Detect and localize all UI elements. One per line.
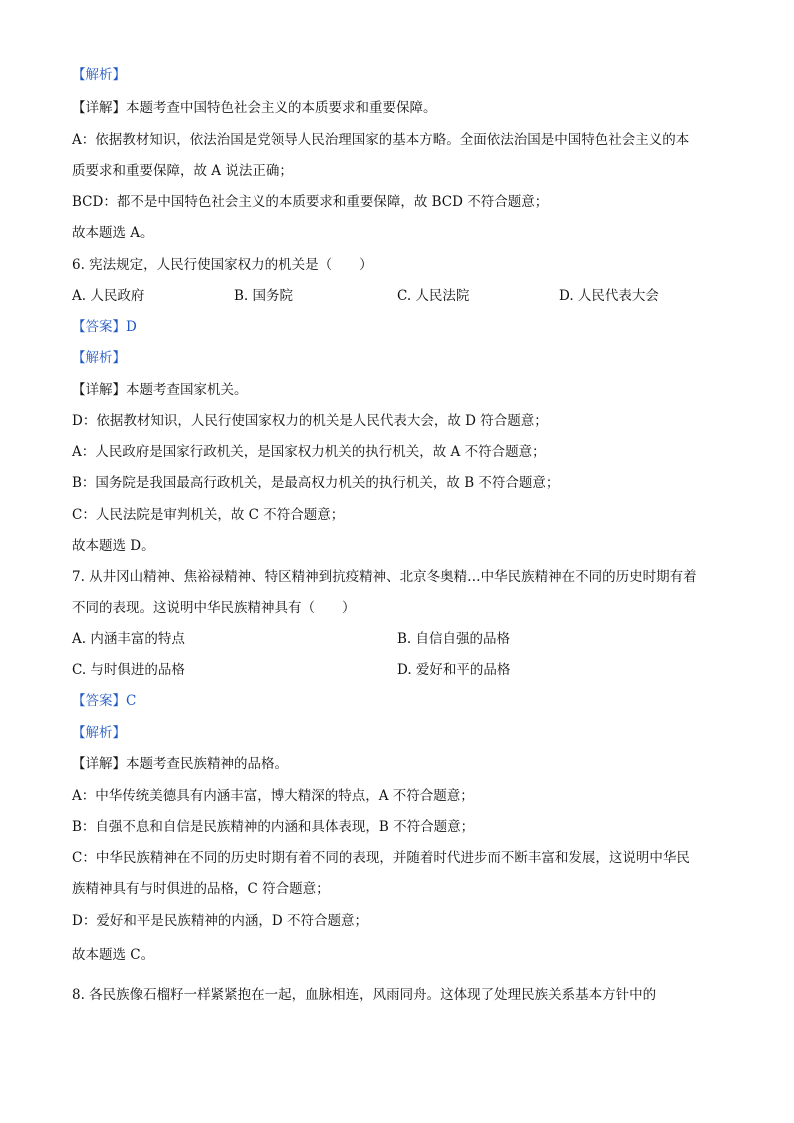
- detail-line: 【详解】本题考查中国特色社会主义的本质要求和重要保障。: [72, 100, 437, 116]
- question-7-stem: 不同的表现。这说明中华民族精神具有（ ）: [72, 600, 356, 616]
- question-7-detail: C：中华民族精神在不同的历史时期有着不同的表现，并随着时代进步而不断丰富和发展，这说明中华民: [72, 850, 690, 866]
- question-6-option-a: A. 人民政府: [72, 288, 145, 304]
- question-7-detail: 【详解】本题考查民族精神的品格。: [72, 756, 288, 772]
- question-7-answer: 【答案】C: [72, 693, 137, 709]
- question-7-option-a: A. 内涵丰富的特点: [72, 631, 185, 647]
- question-7-detail: A：中华传统美德具有内涵丰富，博大精深的特点，A 不符合题意；: [72, 788, 474, 804]
- question-6-answer: 【答案】D: [72, 319, 137, 335]
- question-6-option-d: D. 人民代表大会: [559, 288, 659, 304]
- question-7-detail: B：自强不息和自信是民族精神的内涵和具体表现，B 不符合题意；: [72, 819, 475, 835]
- question-6-analysis-heading: 【解析】: [72, 350, 126, 366]
- question-6-detail: D：依据教材知识，人民行使国家权力的机关是人民代表大会，故 D 符合题意；: [72, 413, 548, 429]
- question-6-detail: A：人民政府是国家行政机关，是国家权力机关的执行机关，故 A 不符合题意；: [72, 444, 546, 460]
- question-6-detail: 【详解】本题考查国家机关。: [72, 382, 248, 398]
- question-7-analysis-heading: 【解析】: [72, 725, 126, 741]
- question-7-option-c: C. 与时俱进的品格: [72, 662, 185, 678]
- question-6-stem: 6. 宪法规定，人民行使国家权力的机关是（ ）: [72, 257, 373, 273]
- question-7-option-d: D. 爱好和平的品格: [397, 662, 511, 678]
- conclusion-line: 故本题选 A。: [72, 225, 154, 241]
- analysis-heading: 【解析】: [72, 67, 126, 83]
- question-7-detail: 族精神具有与时俱进的品格，C 符合题意；: [72, 881, 330, 897]
- question-6-detail: B：国务院是我国最高行政机关，是最高权力机关的执行机关，故 B 不符合题意；: [72, 475, 560, 491]
- question-6-option-c: C. 人民法院: [397, 288, 470, 304]
- question-6-detail: C：人民法院是审判机关，故 C 不符合题意；: [72, 507, 345, 523]
- question-6-conclusion: 故本题选 D。: [72, 538, 155, 554]
- question-7-stem: 7. 从井冈山精神、焦裕禄精神、特区精神到抗疫精神、北京冬奥精…中华民族精神在不同的历史时期有着: [72, 569, 697, 585]
- detail-line: A：依据教材知识，依法治国是党领导人民治理国家的基本方略。全面依法治国是中国特色社会主义的本: [72, 132, 690, 148]
- question-6-option-b: B. 国务院: [234, 288, 294, 304]
- detail-line: 质要求和重要保障，故 A 说法正确；: [72, 163, 293, 179]
- question-7-detail: D：爱好和平是民族精神的内涵，D 不符合题意；: [72, 913, 368, 929]
- question-7-option-b: B. 自信自强的品格: [397, 631, 511, 647]
- question-8-stem: 8. 各民族像石榴籽一样紧紧抱在一起，血脉相连，风雨同舟。这体现了处理民族关系基本方针中的: [72, 987, 657, 1003]
- question-7-conclusion: 故本题选 C。: [72, 947, 155, 963]
- detail-line: BCD：都不是中国特色社会主义的本质要求和重要保障，故 BCD 不符合题意；: [72, 194, 549, 210]
